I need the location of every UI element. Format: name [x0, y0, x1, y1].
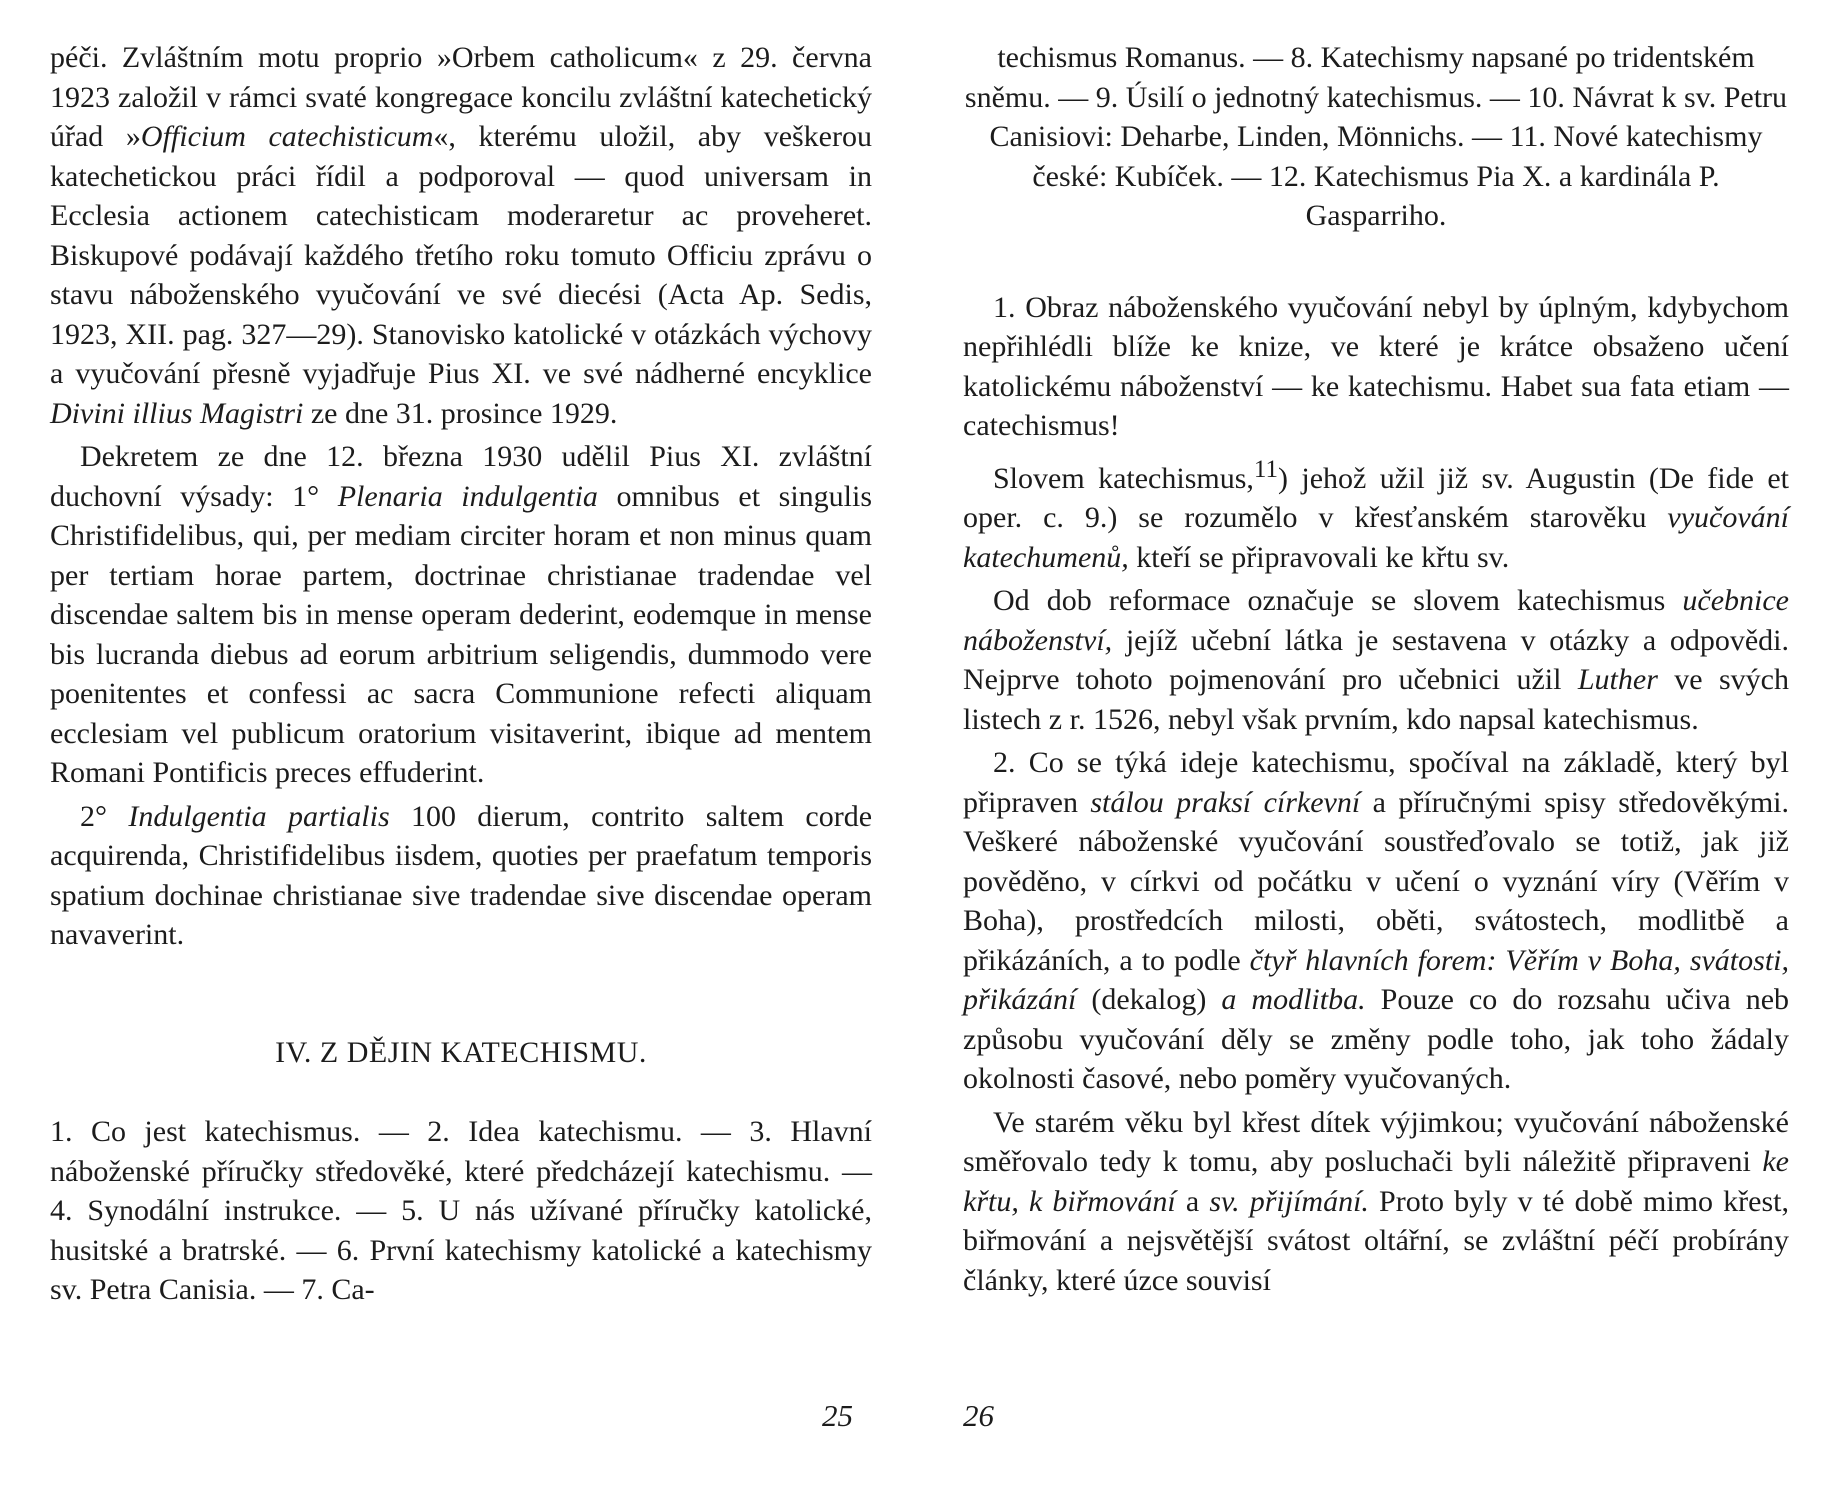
right-page	[915, 0, 1830, 1500]
text-run: péči. Zvláštním motu proprio »Orbem catholicum« z 29. června 1923 založil v rámci svaté kongregace koncilu zvláštní katechetický úřad »	[50, 41, 872, 153]
text-run: 2°	[80, 799, 129, 833]
italic-text: a modlitba.	[1221, 983, 1366, 1016]
paragraph	[50, 437, 872, 793]
italic-text: čtyř hlavních forem: Věřím v Boha, svátosti, přikázání	[963, 943, 1789, 1016]
text-run: 1. Obraz náboženského vyučování nebyl by úplným, kdybychom nepřihlédli blíže ke knize, ve které je krátce obsaženo učení katolickému náboženství — ke katechismu. Habet sua fata etiam — catechismus!	[963, 290, 1789, 442]
chapter-contents	[50, 1112, 872, 1310]
page-number: 26	[963, 1398, 994, 1433]
italic-text: Indulgentia partialis	[128, 799, 390, 833]
paragraph	[50, 38, 872, 433]
text-run: ve svých listech z r. 1526, nebyl však prvním, kdo napsal katechismus.	[963, 663, 1789, 736]
text-run: Slovem katechismus,	[993, 461, 1254, 495]
paragraph	[963, 450, 1789, 578]
text-run: ze dne 31. prosince 1929.	[303, 396, 618, 430]
italic-text: Divini illius Magistri	[50, 396, 304, 430]
text-run: Od dob reformace označuje se slovem katechismus	[993, 584, 1683, 617]
text-run: kteří se připravovali ke křtu sv.	[1128, 540, 1510, 574]
text-run: 2. Co se týká ideje katechismu, spočíval na základě, který byl připraven	[963, 746, 1789, 819]
text-run: 100 dierum, contrito saltem corde acquirenda, Christifidelibus iisdem, quoties per praefatum temporis spatium dochinae christianae sive tradendae sive discendae operam navaverint.	[50, 799, 873, 951]
italic-text: Officium catechisticum	[140, 120, 434, 153]
chapter-heading: IV. Z DĚJIN KATECHISMU.	[275, 1035, 647, 1069]
text-run: Dekretem ze dne 12. března 1930 udělil Pius XI. zvláštní duchovní výsady: 1°	[50, 440, 872, 513]
text-run: Ve starém věku byl křest dítek výjimkou; vyučování náboženské směřovalo tedy k tomu, aby posluchači byli náležitě připraveni	[963, 1105, 1789, 1178]
paragraph	[963, 1103, 1789, 1301]
text-run: a	[1175, 1184, 1210, 1218]
italic-text: stálou praksí církevní	[1090, 785, 1361, 819]
italic-text: učebnice náboženství,	[963, 584, 1789, 657]
italic-text: Plenaria indulgentia	[337, 479, 598, 513]
paragraph	[963, 581, 1789, 739]
text-run: omnibus et singulis Christifidelibus, qui, per mediam circiter horam et non minus quam per tertiam horae partem, doctrinae christianae tradendae vel discendae saltem bis in mense operam dederint, eodemque in mense bis lucranda diebus ad eorum arbitrium seligendis, dummodo vere poenitentes et confessi ac sacra Communione refecti aliquam ecclesiam vel publicum oratorium visitaverint, ibique ad mentem Romani Pontificis preces effuderint.	[50, 479, 872, 789]
text-run: (dekalog)	[1076, 983, 1222, 1016]
text-run: 1. Co jest katechismus. — 2. Idea katechismu. — 3. Hlavní náboženské příručky středověké, které předcházejí katechismu. — 4. Synodální instrukce. — 5. U nás užívané příručky katolické, husitské a bratrské. — 6. První katechismy katolické a katechismy sv. Petra Canisia. — 7. Ca-	[50, 1115, 872, 1306]
text-run: ) jehož užil již sv. Augustin (De fide et oper. c. 9.) se rozumělo v křesťanském starověku	[963, 461, 1789, 534]
paragraph	[50, 797, 872, 955]
spacer	[963, 236, 1789, 288]
paragraph	[963, 288, 1789, 446]
italic-text: sv. přijímání.	[1209, 1184, 1369, 1218]
text-run: «, kterému uložil, aby veškerou katechetickou práci řídil a podporoval — quod universam in Ecclesia actionem catechisticam moderaretur ac proveheret. Biskupové podávají každého třetího roku tomuto Officiu zprávu o stavu náboženského vyučování ve své diecési (Acta Ap. Sedis, 1923, XII. pag. 327—29). Stanovisko katolické v otázkách výchovy a vyučování přesně vyjadřuje Pius XI. ve své nádherné encyklice	[50, 120, 872, 390]
text-run: Pouze co do rozsahu učiva neb způsobu vyučování děly se změny podle toho, jak toho žádaly okolnosti časové, nebo poměry vyučovaných.	[963, 983, 1790, 1095]
paragraph	[963, 743, 1789, 1099]
page-number: 25	[822, 1398, 853, 1433]
left-text-column	[50, 38, 872, 1310]
text-run: techismus Romanus. — 8. Katechismy napsané po tridentském sněmu. — 9. Úsilí o jednotný katechismus. — 10. Návrat k sv. Petru Canisiovi: Deharbe, Linden, Mönnichs. — 11. Nové katechismy české: Kubíček. — 12. Katechismus Pia X. a kardinála P. Gasparriho.	[964, 41, 1788, 232]
text-run: Proto byly v té době mimo křest, biřmování a nejsvětější svátost oltářní, se zvláštní péčí probírány články, které úzce souvisí	[963, 1184, 1789, 1297]
right-text-column	[963, 38, 1789, 1300]
italic-text: Luther	[1577, 663, 1658, 696]
chapter-contents-continued	[963, 38, 1789, 236]
italic-text: ke křtu, k biřmování	[963, 1145, 1789, 1218]
text-run: a příručnými spisy středověkými. Veškeré náboženské vyučování soustřeďovalo se totiž, jak již pověděno, v církvi od počátku v učení o vyznání víry (Věřím v Boha), prostředcích milosti, oběti, svátostech, modlitbě a přikázáních, a to podle	[963, 785, 1789, 977]
footnote-ref: 11	[1253, 455, 1278, 483]
text-run: jejíž učební látka je sestavena v otázky a odpovědi. Nejprve tohoto pojmenování pro učebnici užil	[963, 623, 1789, 696]
italic-text: vyučování katechumenů,	[963, 501, 1789, 574]
